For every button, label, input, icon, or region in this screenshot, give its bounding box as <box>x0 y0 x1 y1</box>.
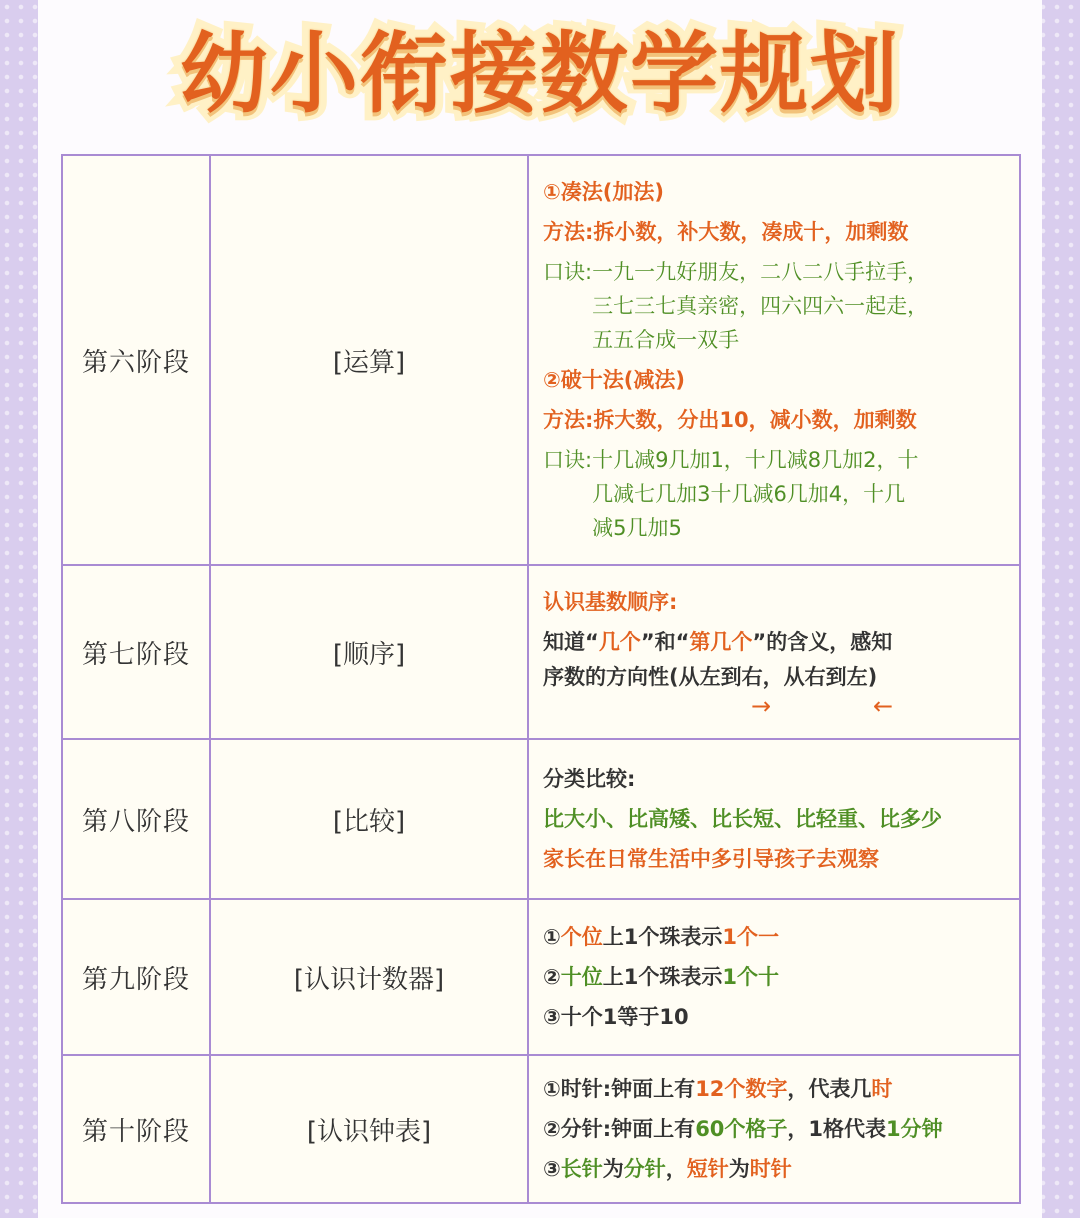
koujue-label: 口诀: <box>543 448 593 472</box>
arrow-left-icon: ← <box>873 692 894 720</box>
page-title: 幼小衔接数学规划 <box>179 22 900 125</box>
compare-line-1: 比大小、比高矮、比长短、比轻重、比多少 <box>543 807 942 831</box>
topic-cell: [运算] <box>210 155 528 565</box>
clock-line-1: ①时针:钟面上有12个数字，代表几时 <box>543 1077 893 1101</box>
add-koujue <box>543 255 1009 357</box>
content-cell <box>528 899 1020 1055</box>
topic-cell: [认识计数器] <box>210 899 528 1055</box>
clock-line-2: ②分针:钟面上有60个格子，1格代表1分钟 <box>543 1117 943 1141</box>
content-cell <box>528 739 1020 899</box>
counter-line-3: ③十个1等于10 <box>543 1005 689 1029</box>
koujue-line: 三七三七真亲密，四六四六一起走， <box>592 294 929 318</box>
sub-title: ②破十法(减法) <box>543 368 685 392</box>
table-row <box>62 899 1020 1055</box>
table-row <box>62 565 1020 739</box>
topic-cell: [顺序] <box>210 565 528 739</box>
table-row <box>62 155 1020 565</box>
order-line-2: 序数的方向性(从左到右，从右到左) <box>543 665 878 689</box>
counter-line-1: ①个位上1个珠表示1个一 <box>543 925 780 949</box>
topic-cell: [比较] <box>210 739 528 899</box>
table-row <box>62 1055 1020 1203</box>
topic-cell: [认识钟表] <box>210 1055 528 1203</box>
sub-koujue <box>543 443 1009 545</box>
order-line-1: 知道“几个”和“第几个”的含义，感知 <box>543 630 893 654</box>
order-heading: 认识基数顺序: <box>543 590 678 614</box>
koujue-line: 几减七几加3十几减6几加4，十几 <box>592 482 906 506</box>
content-cell <box>528 155 1020 565</box>
direction-arrows <box>543 692 1009 722</box>
stage-cell: 第七阶段 <box>62 565 210 739</box>
stage-cell: 第八阶段 <box>62 739 210 899</box>
stage-cell: 第十阶段 <box>62 1055 210 1203</box>
koujue-line: 减5几加5 <box>592 516 682 540</box>
koujue-label: 口诀: <box>543 260 593 284</box>
stage-cell: 第九阶段 <box>62 899 210 1055</box>
add-method: 方法:拆小数，补大数，凑成十，加剩数 <box>543 220 909 244</box>
content-cell <box>528 1055 1020 1203</box>
plan-table <box>61 154 1021 1204</box>
koujue-line: 十几减9几加1，十几减8几加2，十 <box>592 448 919 472</box>
koujue-line: 一九一九好朋友，二八二八手拉手， <box>592 260 929 284</box>
content-cell <box>528 565 1020 739</box>
table-row <box>62 739 1020 899</box>
add-title: ①凑法(加法) <box>543 180 664 204</box>
stage-cell: 第六阶段 <box>62 155 210 565</box>
clock-line-3: ③长针为分针，短针为时针 <box>543 1157 792 1181</box>
sub-method: 方法:拆大数，分出10，减小数，加剩数 <box>543 408 917 432</box>
compare-line-2: 家长在日常生活中多引导孩子去观察 <box>543 847 879 871</box>
counter-line-2: ②十位上1个珠表示1个十 <box>543 965 780 989</box>
arrow-right-icon: → <box>751 692 772 720</box>
compare-heading: 分类比较: <box>543 767 636 791</box>
koujue-line: 五五合成一双手 <box>592 328 740 352</box>
